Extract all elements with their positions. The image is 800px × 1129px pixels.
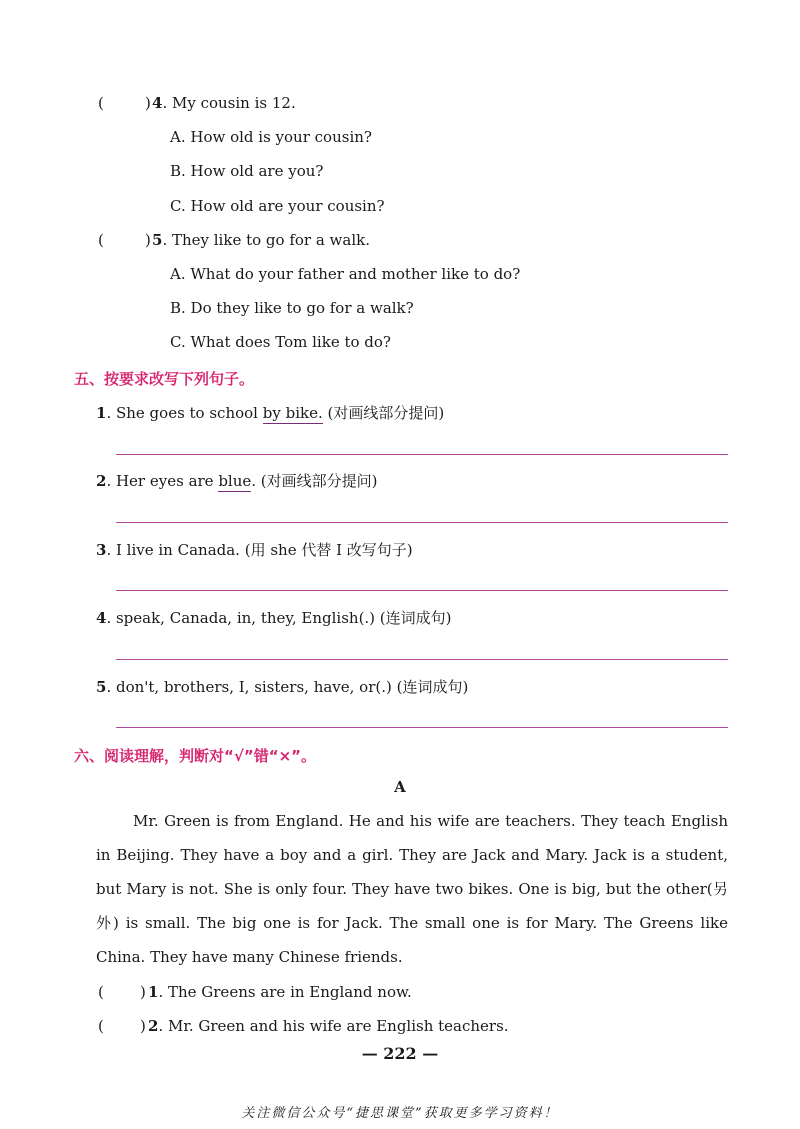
item-instruction: (对画线部分提问) <box>322 404 445 422</box>
answer-line[interactable] <box>116 522 728 523</box>
section-6-title: 六、阅读理解，判断对“√”错“×”。 <box>74 747 317 765</box>
rewrite-item-4 <box>96 607 452 628</box>
answer-paren-close: ) <box>140 1017 146 1035</box>
question-number: 2 <box>148 1017 159 1035</box>
question-text <box>152 231 370 249</box>
option-b: B. Do they like to go for a walk? <box>170 299 414 317</box>
answer-paren-open: ( <box>98 1017 104 1035</box>
item-text: . Her eyes are <box>106 472 219 490</box>
question-number: 5 <box>152 231 163 249</box>
rewrite-item-2 <box>96 470 378 491</box>
question-number: 1 <box>148 983 159 1001</box>
question-text <box>148 983 412 1001</box>
answer-line[interactable] <box>116 659 728 660</box>
item-text: . I live in Canada. (用 she 代替 I 改写句子) <box>106 541 413 559</box>
answer-paren-open: ( <box>98 94 104 112</box>
answer-line[interactable] <box>116 454 728 455</box>
item-number: 5 <box>96 678 107 696</box>
answer-paren-close: ) <box>145 231 151 249</box>
option-c: C. How old are your cousin? <box>170 197 385 215</box>
option-b: B. How old are you? <box>170 162 324 180</box>
item-number: 1 <box>96 404 107 422</box>
option-a: A. What do your father and mother like to do? <box>170 265 521 283</box>
page-number: — 222 — <box>361 1044 439 1063</box>
question-stem: . The Greens are in England now. <box>158 983 412 1001</box>
question-stem: . My cousin is 12. <box>162 94 296 112</box>
question-text <box>148 1017 509 1035</box>
item-instruction: . (对画线部分提问) <box>251 472 378 490</box>
item-text: . She goes to school <box>106 404 263 422</box>
passage-text: Mr. Green is from England. He and his wife are teachers. They teach English in Beijing. They have a boy and a girl. They are Jack and Mary. Jack is a student, but Mary is not. She is only four. They have two bikes. One is big, but the other(另外) is small. The big one is for Jack. The small one is for Mary. The Greens like China. They have many Chinese friends. <box>96 812 728 966</box>
question-text <box>152 94 296 112</box>
rewrite-item-3 <box>96 539 413 560</box>
question-stem: . Mr. Green and his wife are English teachers. <box>158 1017 509 1035</box>
answer-paren-open: ( <box>98 983 104 1001</box>
item-number: 2 <box>96 472 107 490</box>
footer-note: 关注微信公众号“捷思课堂”获取更多学习资料！ <box>241 1106 559 1121</box>
answer-line[interactable] <box>116 590 728 591</box>
underlined-part: blue <box>218 472 252 490</box>
rewrite-item-1 <box>96 402 444 423</box>
item-text: . speak, Canada, in, they, English(.) (连词成句) <box>106 609 452 627</box>
reading-passage <box>96 804 728 974</box>
item-text: . don't, brothers, I, sisters, have, or(.) (连词成句) <box>106 678 469 696</box>
option-c: C. What does Tom like to do? <box>170 333 391 351</box>
rewrite-item-5 <box>96 676 468 697</box>
option-a: A. How old is your cousin? <box>170 128 372 146</box>
answer-line[interactable] <box>116 727 728 728</box>
section-5-title: 五、按要求改写下列句子。 <box>74 370 255 388</box>
underlined-part: by bike. <box>262 404 323 422</box>
passage-label: A <box>394 778 406 796</box>
item-number: 4 <box>96 609 107 627</box>
answer-paren-close: ) <box>145 94 151 112</box>
answer-paren-open: ( <box>98 231 104 249</box>
question-number: 4 <box>152 94 163 112</box>
question-stem: . They like to go for a walk. <box>162 231 370 249</box>
answer-paren-close: ) <box>140 983 146 1001</box>
item-number: 3 <box>96 541 107 559</box>
